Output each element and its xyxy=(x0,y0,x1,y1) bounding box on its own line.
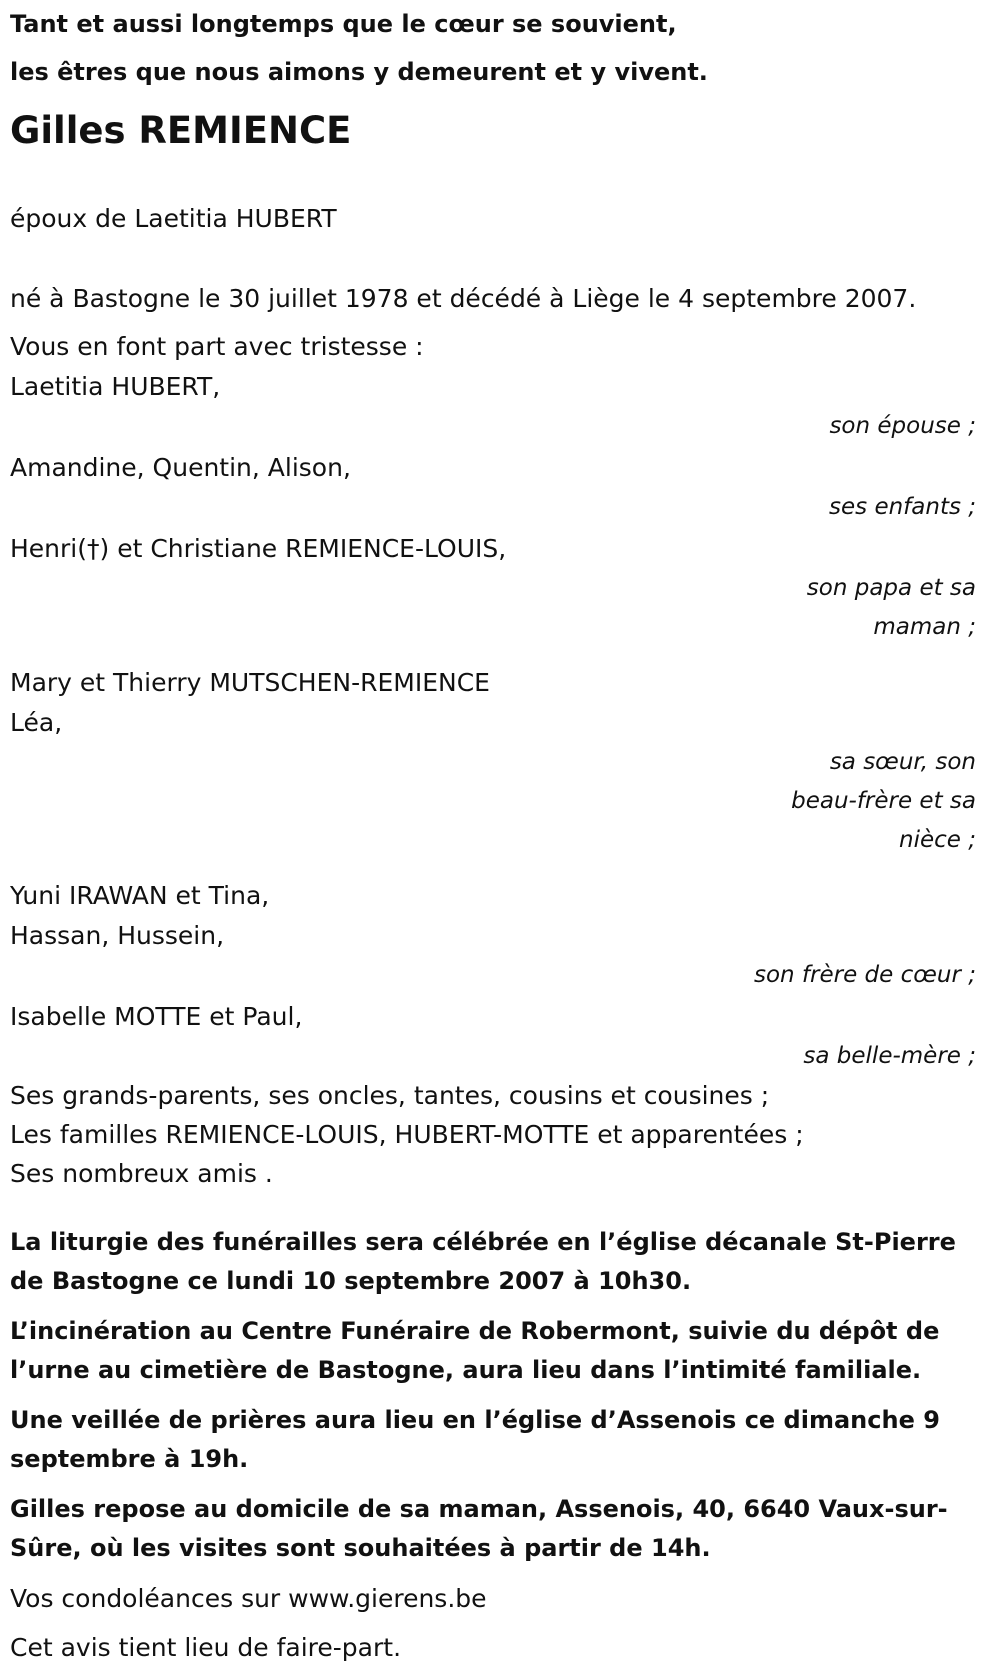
other-relatives-line: Ses grands-parents, ses oncles, tantes, cousins et cousines ; xyxy=(10,1081,770,1110)
service-details xyxy=(10,1223,976,1568)
other-relatives-line: Les familles REMIENCE-LOUIS, HUBERT-MOTTE et apparentées ; xyxy=(10,1120,804,1149)
announcement-intro: Vous en font part avec tristesse : xyxy=(10,332,424,361)
family-role: son frère de cœur ; xyxy=(753,962,976,988)
family-entry xyxy=(10,448,976,527)
spouse-line: époux de Laetitia HUBERT xyxy=(10,204,337,233)
deceased-name: Gilles REMIENCE xyxy=(10,109,352,152)
quote-line-1: Tant et aussi longtemps que le cœur se souvient, xyxy=(10,10,677,38)
family-entry xyxy=(10,367,976,446)
family-names: Isabelle MOTTE et Paul, xyxy=(10,1002,303,1031)
repose-info: Gilles repose au domicile de sa maman, Assenois, 40, 6640 Vaux-sur-Sûre, où les visites sont souhaitées à partir de 14h. xyxy=(10,1495,948,1562)
family-names-line: Léa, xyxy=(10,708,63,737)
other-relatives xyxy=(10,1076,976,1193)
incineration-info: L’incinération au Centre Funéraire de Robermont, suivie du dépôt de l’urne au cimetière de Bastogne, aura lieu dans l’intimité familiale. xyxy=(10,1317,940,1384)
family-names: Amandine, Quentin, Alison, xyxy=(10,453,351,482)
vigil-info: Une veillée de prières aura lieu en l’église d’Assenois ce dimanche 9 septembre à 19h. xyxy=(10,1406,940,1473)
family-role xyxy=(746,743,976,860)
family-role: sa belle-mère ; xyxy=(803,1043,976,1069)
family-names: Laetitia HUBERT, xyxy=(10,372,221,401)
liturgy-info: La liturgie des funérailles sera célébrée en l’église décanale St-Pierre de Bastogne ce lundi 10 septembre 2007 à 10h30. xyxy=(10,1228,956,1295)
family-role xyxy=(746,569,976,647)
faire-part-note: Cet avis tient lieu de faire-part. xyxy=(10,1633,402,1662)
family-role: ses enfants ; xyxy=(829,494,976,520)
family-names-line: Hassan, Hussein, xyxy=(10,921,225,950)
family-entry xyxy=(10,997,976,1076)
condolences-line: Vos condoléances sur www.gierens.be xyxy=(10,1584,487,1613)
other-relatives-line: Ses nombreux amis . xyxy=(10,1159,273,1188)
family-role-line: sa sœur, son xyxy=(829,749,976,775)
birth-death-line: né à Bastogne le 30 juillet 1978 et décédé à Liège le 4 septembre 2007. xyxy=(10,284,917,313)
family-entry xyxy=(10,529,976,647)
family-entry xyxy=(10,876,976,995)
family-names-line: Mary et Thierry MUTSCHEN-REMIENCE xyxy=(10,668,490,697)
family-role-line: beau-frère et sa xyxy=(791,788,976,814)
family-role-line: maman ; xyxy=(873,614,976,640)
family-names: Henri(†) et Christiane REMIENCE-LOUIS, xyxy=(10,534,507,563)
family-role: son épouse ; xyxy=(829,413,976,439)
family-role-line: nièce ; xyxy=(899,827,976,853)
family-entry xyxy=(10,663,976,860)
quote-line-2: les êtres que nous aimons y demeurent et y vivent. xyxy=(10,58,708,86)
memorial-quote xyxy=(10,0,976,96)
family-names-line: Yuni IRAWAN et Tina, xyxy=(10,881,270,910)
family-role-line: son papa et sa xyxy=(806,575,976,601)
